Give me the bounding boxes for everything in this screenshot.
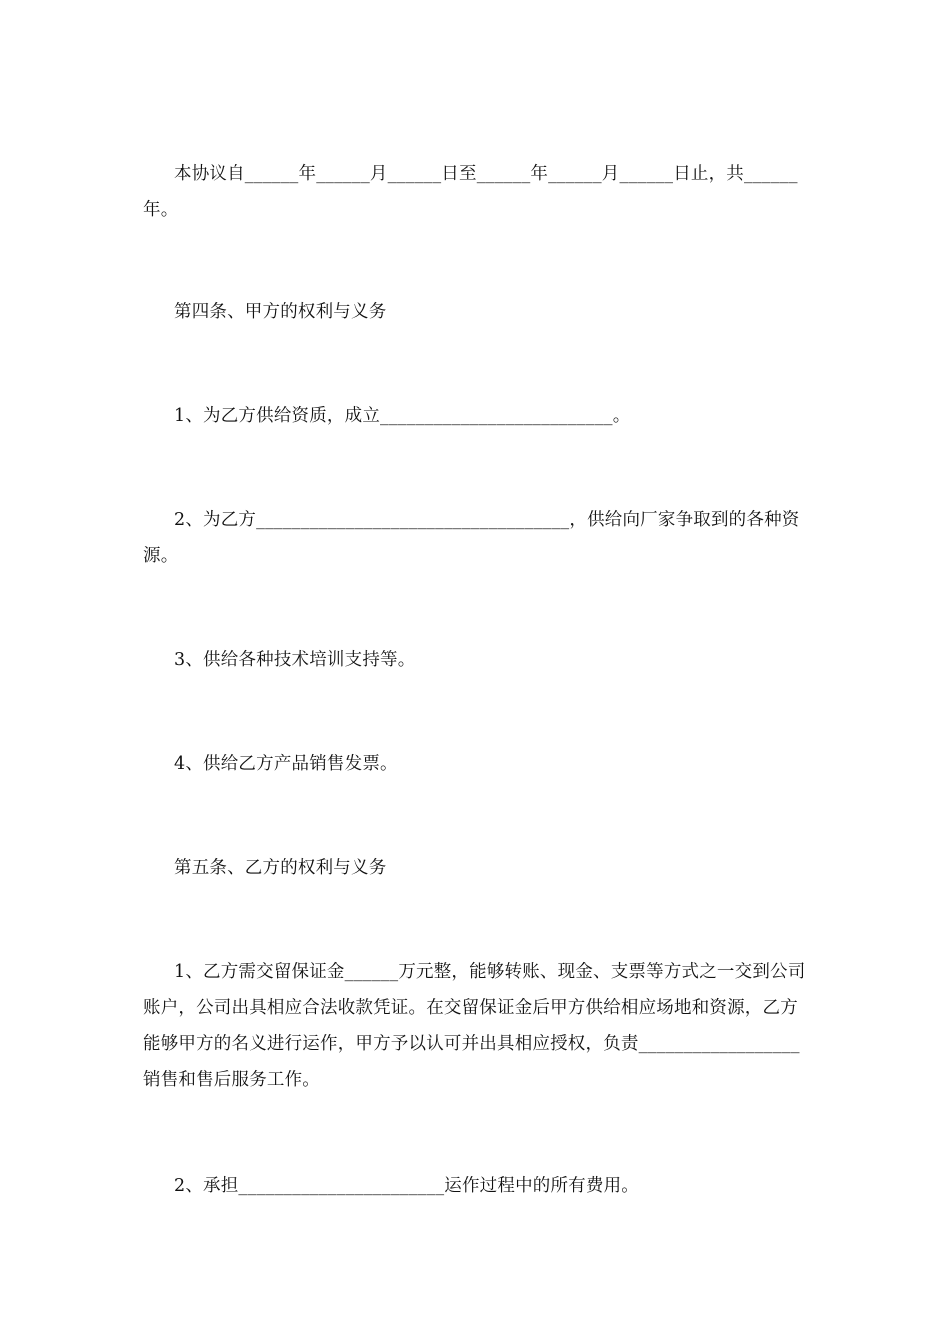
agreement-term-paragraph: 本协议自______年______月______日至______年______月______日止，共______年。 [143, 164, 798, 220]
article-4-item-4: 4、供给乙方产品销售发票。 [174, 754, 398, 774]
article-4-heading: 第四条、甲方的权利与义务 [174, 302, 387, 322]
article-5-heading: 第五条、乙方的权利与义务 [174, 858, 387, 878]
article-4-item-2: 2、为乙方___________________________________，供给向厂家争取到的各种资源。 [143, 510, 800, 566]
article-5-item-1: 1、乙方需交留保证金______万元整，能够转账、现金、支票等方式之一交到公司账户，公司出具相应合法收款凭证。在交留保证金后甲方供给相应场地和资源，乙方能够甲方的名义进行运作，甲方予以认可并出具相应授权，负责__________________销售和售后服务工作。 [143, 962, 806, 1090]
article-5-item-2: 2、承担_______________________运作过程中的所有费用。 [174, 1176, 639, 1196]
article-4-item-3: 3、供给各种技术培训支持等。 [174, 650, 416, 670]
article-4-item-1: 1、为乙方供给资质，成立__________________________。 [174, 406, 631, 426]
